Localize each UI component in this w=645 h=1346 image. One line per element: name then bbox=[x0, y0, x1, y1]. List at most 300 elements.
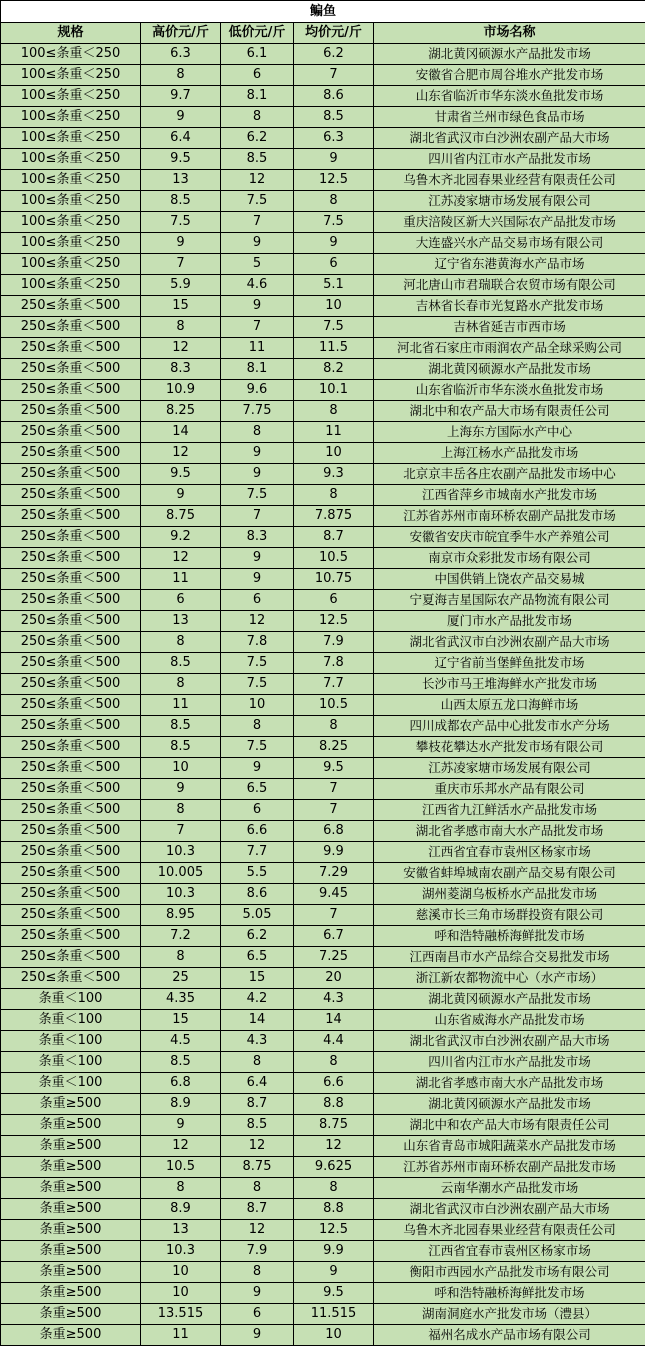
cell-market-name: 上海东方国际水产中心 bbox=[374, 422, 645, 443]
cell-spec: 条重≥500 bbox=[1, 1304, 141, 1325]
cell-high-price: 8.3 bbox=[141, 359, 221, 380]
table-row bbox=[1, 1052, 645, 1073]
cell-low-price: 6 bbox=[221, 590, 294, 611]
cell-market-name: 呼和浩特融桥海鲜批发市场 bbox=[374, 1283, 645, 1304]
cell-spec: 250≤条重＜500 bbox=[1, 506, 141, 527]
cell-market-name: 湖北省武汉市白沙洲农副产品大市场 bbox=[374, 1199, 645, 1220]
cell-spec: 100≤条重＜250 bbox=[1, 191, 141, 212]
cell-low-price: 5 bbox=[221, 254, 294, 275]
cell-avg-price: 12.5 bbox=[294, 611, 374, 632]
cell-avg-price: 8 bbox=[294, 401, 374, 422]
cell-high-price: 13 bbox=[141, 170, 221, 191]
table-row bbox=[1, 716, 645, 737]
cell-avg-price: 7.8 bbox=[294, 653, 374, 674]
cell-market-name: 四川省内江市水产品批发市场 bbox=[374, 1052, 645, 1073]
cell-market-name: 湖南洞庭水产批发市场（澧县） bbox=[374, 1304, 645, 1325]
cell-market-name: 辽宁省东港黄海水产品市场 bbox=[374, 254, 645, 275]
cell-market-name: 四川成都农产品中心批发市水产分场 bbox=[374, 716, 645, 737]
cell-market-name: 厦门市水产品批发市场 bbox=[374, 611, 645, 632]
cell-high-price: 10 bbox=[141, 1283, 221, 1304]
table-row bbox=[1, 254, 645, 275]
cell-low-price: 6 bbox=[221, 1304, 294, 1325]
cell-spec: 250≤条重＜500 bbox=[1, 632, 141, 653]
cell-high-price: 13 bbox=[141, 1220, 221, 1241]
cell-avg-price: 10 bbox=[294, 443, 374, 464]
cell-spec: 100≤条重＜250 bbox=[1, 86, 141, 107]
cell-spec: 条重＜100 bbox=[1, 1073, 141, 1094]
cell-avg-price: 6 bbox=[294, 590, 374, 611]
cell-high-price: 8 bbox=[141, 317, 221, 338]
table-row bbox=[1, 191, 645, 212]
table-row bbox=[1, 863, 645, 884]
cell-low-price: 15 bbox=[221, 968, 294, 989]
cell-high-price: 8.5 bbox=[141, 716, 221, 737]
cell-low-price: 9 bbox=[221, 296, 294, 317]
cell-low-price: 6.5 bbox=[221, 779, 294, 800]
table-row bbox=[1, 926, 645, 947]
cell-spec: 250≤条重＜500 bbox=[1, 527, 141, 548]
cell-high-price: 6.3 bbox=[141, 44, 221, 65]
cell-low-price: 8.1 bbox=[221, 359, 294, 380]
table-row bbox=[1, 800, 645, 821]
cell-high-price: 12 bbox=[141, 338, 221, 359]
table-row bbox=[1, 1010, 645, 1031]
cell-avg-price: 8.6 bbox=[294, 86, 374, 107]
cell-low-price: 8.5 bbox=[221, 149, 294, 170]
cell-high-price: 10.3 bbox=[141, 1241, 221, 1262]
cell-avg-price: 7 bbox=[294, 65, 374, 86]
cell-high-price: 9 bbox=[141, 107, 221, 128]
cell-avg-price: 8.25 bbox=[294, 737, 374, 758]
cell-low-price: 8.1 bbox=[221, 86, 294, 107]
table-row bbox=[1, 233, 645, 254]
cell-spec: 条重≥500 bbox=[1, 1178, 141, 1199]
cell-low-price: 8.6 bbox=[221, 884, 294, 905]
cell-high-price: 6 bbox=[141, 590, 221, 611]
cell-low-price: 14 bbox=[221, 1010, 294, 1031]
cell-spec: 250≤条重＜500 bbox=[1, 590, 141, 611]
cell-market-name: 江苏凌家塘市场发展有限公司 bbox=[374, 758, 645, 779]
cell-high-price: 12 bbox=[141, 1136, 221, 1157]
cell-high-price: 11 bbox=[141, 695, 221, 716]
cell-spec: 条重＜100 bbox=[1, 1052, 141, 1073]
table-row bbox=[1, 107, 645, 128]
cell-spec: 250≤条重＜500 bbox=[1, 380, 141, 401]
table-row bbox=[1, 275, 645, 296]
cell-avg-price: 10 bbox=[294, 296, 374, 317]
cell-avg-price: 7 bbox=[294, 779, 374, 800]
table-row bbox=[1, 338, 645, 359]
cell-avg-price: 6.6 bbox=[294, 1073, 374, 1094]
cell-avg-price: 7.5 bbox=[294, 317, 374, 338]
cell-spec: 100≤条重＜250 bbox=[1, 128, 141, 149]
cell-low-price: 9 bbox=[221, 443, 294, 464]
table-row bbox=[1, 1073, 645, 1094]
cell-high-price: 25 bbox=[141, 968, 221, 989]
cell-market-name: 重庆市乐邦水产品有限公司 bbox=[374, 779, 645, 800]
cell-market-name: 江苏凌家塘市场发展有限公司 bbox=[374, 191, 645, 212]
cell-spec: 条重≥500 bbox=[1, 1199, 141, 1220]
cell-low-price: 7 bbox=[221, 506, 294, 527]
cell-low-price: 8 bbox=[221, 422, 294, 443]
cell-market-name: 安徽省安庆市皖宜季牛水产养殖公司 bbox=[374, 527, 645, 548]
cell-low-price: 4.3 bbox=[221, 1031, 294, 1052]
table-row bbox=[1, 212, 645, 233]
cell-high-price: 8 bbox=[141, 1178, 221, 1199]
table-row bbox=[1, 1199, 645, 1220]
cell-spec: 250≤条重＜500 bbox=[1, 758, 141, 779]
table-row bbox=[1, 1178, 645, 1199]
table-row bbox=[1, 569, 645, 590]
table-row bbox=[1, 653, 645, 674]
cell-market-name: 山东省临沂市华东淡水鱼批发市场 bbox=[374, 380, 645, 401]
cell-low-price: 10 bbox=[221, 695, 294, 716]
cell-avg-price: 10.5 bbox=[294, 548, 374, 569]
cell-avg-price: 6.3 bbox=[294, 128, 374, 149]
cell-spec: 条重≥500 bbox=[1, 1262, 141, 1283]
cell-market-name: 福州名成水产品市场有限公司 bbox=[374, 1325, 645, 1346]
cell-market-name: 云南华潮水产品批发市场 bbox=[374, 1178, 645, 1199]
table-row bbox=[1, 422, 645, 443]
cell-spec: 条重≥500 bbox=[1, 1220, 141, 1241]
header-high-price: 高价元/斤 bbox=[141, 23, 221, 44]
cell-spec: 250≤条重＜500 bbox=[1, 485, 141, 506]
cell-high-price: 7.2 bbox=[141, 926, 221, 947]
cell-high-price: 10 bbox=[141, 758, 221, 779]
cell-high-price: 9.2 bbox=[141, 527, 221, 548]
cell-high-price: 6.8 bbox=[141, 1073, 221, 1094]
cell-avg-price: 8 bbox=[294, 191, 374, 212]
header-avg-price: 均价元/斤 bbox=[294, 23, 374, 44]
table-row bbox=[1, 674, 645, 695]
table-row bbox=[1, 359, 645, 380]
cell-spec: 条重≥500 bbox=[1, 1325, 141, 1346]
cell-low-price: 9 bbox=[221, 1325, 294, 1346]
table-row bbox=[1, 527, 645, 548]
cell-low-price: 8.3 bbox=[221, 527, 294, 548]
cell-high-price: 7.5 bbox=[141, 212, 221, 233]
cell-high-price: 8.25 bbox=[141, 401, 221, 422]
cell-high-price: 10 bbox=[141, 1262, 221, 1283]
cell-high-price: 9 bbox=[141, 485, 221, 506]
table-row bbox=[1, 506, 645, 527]
cell-avg-price: 4.4 bbox=[294, 1031, 374, 1052]
cell-high-price: 9 bbox=[141, 1115, 221, 1136]
table-row bbox=[1, 1115, 645, 1136]
cell-spec: 100≤条重＜250 bbox=[1, 149, 141, 170]
table-row bbox=[1, 989, 645, 1010]
table-row bbox=[1, 548, 645, 569]
cell-spec: 250≤条重＜500 bbox=[1, 842, 141, 863]
cell-market-name: 山西太原五龙口海鲜市场 bbox=[374, 695, 645, 716]
cell-avg-price: 11 bbox=[294, 422, 374, 443]
cell-high-price: 8.5 bbox=[141, 1052, 221, 1073]
cell-low-price: 9 bbox=[221, 569, 294, 590]
cell-high-price: 6.4 bbox=[141, 128, 221, 149]
cell-avg-price: 14 bbox=[294, 1010, 374, 1031]
cell-low-price: 7.5 bbox=[221, 737, 294, 758]
cell-low-price: 9.6 bbox=[221, 380, 294, 401]
cell-spec: 250≤条重＜500 bbox=[1, 401, 141, 422]
cell-spec: 100≤条重＜250 bbox=[1, 254, 141, 275]
cell-avg-price: 9.45 bbox=[294, 884, 374, 905]
cell-spec: 250≤条重＜500 bbox=[1, 800, 141, 821]
cell-spec: 250≤条重＜500 bbox=[1, 653, 141, 674]
cell-high-price: 8 bbox=[141, 947, 221, 968]
cell-spec: 250≤条重＜500 bbox=[1, 821, 141, 842]
cell-low-price: 8 bbox=[221, 107, 294, 128]
table-row bbox=[1, 128, 645, 149]
cell-avg-price: 10 bbox=[294, 1325, 374, 1346]
cell-spec: 100≤条重＜250 bbox=[1, 107, 141, 128]
cell-spec: 250≤条重＜500 bbox=[1, 611, 141, 632]
table-row bbox=[1, 1220, 645, 1241]
cell-low-price: 12 bbox=[221, 1136, 294, 1157]
cell-spec: 条重≥500 bbox=[1, 1136, 141, 1157]
cell-market-name: 湖北中和农产品大市场有限责任公司 bbox=[374, 1115, 645, 1136]
cell-low-price: 7.5 bbox=[221, 653, 294, 674]
cell-market-name: 山东省青岛市城阳蔬菜水产品批发市场 bbox=[374, 1136, 645, 1157]
cell-market-name: 江西南昌市水产品综合交易批发市场 bbox=[374, 947, 645, 968]
cell-avg-price: 6 bbox=[294, 254, 374, 275]
table-row bbox=[1, 590, 645, 611]
cell-low-price: 5.05 bbox=[221, 905, 294, 926]
header-row bbox=[1, 23, 645, 44]
cell-market-name: 吉林省长春市光复路水产批发市场 bbox=[374, 296, 645, 317]
cell-high-price: 8.75 bbox=[141, 506, 221, 527]
cell-market-name: 大连盛兴水产品交易市场有限公司 bbox=[374, 233, 645, 254]
cell-high-price: 4.35 bbox=[141, 989, 221, 1010]
cell-low-price: 7.7 bbox=[221, 842, 294, 863]
cell-avg-price: 8 bbox=[294, 1178, 374, 1199]
cell-high-price: 13 bbox=[141, 611, 221, 632]
header-spec: 规格 bbox=[1, 23, 141, 44]
cell-low-price: 7.5 bbox=[221, 191, 294, 212]
cell-high-price: 8.5 bbox=[141, 191, 221, 212]
cell-high-price: 10.3 bbox=[141, 842, 221, 863]
table-row bbox=[1, 1136, 645, 1157]
table-body bbox=[1, 44, 645, 1346]
cell-low-price: 12 bbox=[221, 1220, 294, 1241]
cell-spec: 100≤条重＜250 bbox=[1, 170, 141, 191]
cell-low-price: 6 bbox=[221, 800, 294, 821]
cell-low-price: 8.75 bbox=[221, 1157, 294, 1178]
cell-low-price: 6.4 bbox=[221, 1073, 294, 1094]
cell-low-price: 6.1 bbox=[221, 44, 294, 65]
cell-avg-price: 8.2 bbox=[294, 359, 374, 380]
cell-avg-price: 6.7 bbox=[294, 926, 374, 947]
cell-low-price: 8 bbox=[221, 716, 294, 737]
cell-high-price: 12 bbox=[141, 548, 221, 569]
cell-market-name: 浙江新农都物流中心（水产市场） bbox=[374, 968, 645, 989]
cell-spec: 250≤条重＜500 bbox=[1, 884, 141, 905]
table-row bbox=[1, 737, 645, 758]
cell-low-price: 8 bbox=[221, 1178, 294, 1199]
cell-high-price: 9.7 bbox=[141, 86, 221, 107]
cell-spec: 250≤条重＜500 bbox=[1, 926, 141, 947]
cell-spec: 条重≥500 bbox=[1, 1157, 141, 1178]
cell-avg-price: 9 bbox=[294, 1262, 374, 1283]
table-row bbox=[1, 464, 645, 485]
table-row bbox=[1, 170, 645, 191]
cell-high-price: 8.9 bbox=[141, 1199, 221, 1220]
cell-spec: 250≤条重＜500 bbox=[1, 863, 141, 884]
cell-spec: 250≤条重＜500 bbox=[1, 779, 141, 800]
cell-avg-price: 20 bbox=[294, 968, 374, 989]
cell-avg-price: 7.875 bbox=[294, 506, 374, 527]
cell-avg-price: 7.25 bbox=[294, 947, 374, 968]
cell-spec: 250≤条重＜500 bbox=[1, 317, 141, 338]
table-row bbox=[1, 632, 645, 653]
table-row bbox=[1, 1031, 645, 1052]
cell-high-price: 10.3 bbox=[141, 884, 221, 905]
cell-high-price: 8 bbox=[141, 674, 221, 695]
cell-low-price: 7.8 bbox=[221, 632, 294, 653]
table-row bbox=[1, 296, 645, 317]
cell-high-price: 10.9 bbox=[141, 380, 221, 401]
cell-avg-price: 8 bbox=[294, 1052, 374, 1073]
header-low-price: 低价元/斤 bbox=[221, 23, 294, 44]
cell-spec: 250≤条重＜500 bbox=[1, 947, 141, 968]
cell-low-price: 6.2 bbox=[221, 128, 294, 149]
cell-market-name: 衡阳市西园水产品批发市场有限公司 bbox=[374, 1262, 645, 1283]
cell-avg-price: 9.9 bbox=[294, 1241, 374, 1262]
cell-avg-price: 9.5 bbox=[294, 1283, 374, 1304]
cell-market-name: 山东省威海水产品批发市场 bbox=[374, 1010, 645, 1031]
cell-high-price: 12 bbox=[141, 443, 221, 464]
cell-spec: 条重＜100 bbox=[1, 1010, 141, 1031]
table-row bbox=[1, 65, 645, 86]
cell-high-price: 8 bbox=[141, 632, 221, 653]
header-market-name: 市场名称 bbox=[374, 23, 645, 44]
cell-market-name: 山东省临沂市华东淡水鱼批发市场 bbox=[374, 86, 645, 107]
cell-market-name: 中国供销上饶农产品交易城 bbox=[374, 569, 645, 590]
cell-avg-price: 6.8 bbox=[294, 821, 374, 842]
cell-low-price: 9 bbox=[221, 548, 294, 569]
cell-low-price: 9 bbox=[221, 758, 294, 779]
cell-market-name: 江苏省苏州市南环桥农副产品批发市场 bbox=[374, 1157, 645, 1178]
cell-low-price: 8 bbox=[221, 1262, 294, 1283]
cell-high-price: 8.9 bbox=[141, 1094, 221, 1115]
cell-avg-price: 9.9 bbox=[294, 842, 374, 863]
cell-market-name: 江西省萍乡市城南水产批发市场 bbox=[374, 485, 645, 506]
table-row bbox=[1, 380, 645, 401]
cell-market-name: 呼和浩特融桥海鲜批发市场 bbox=[374, 926, 645, 947]
cell-avg-price: 8.5 bbox=[294, 107, 374, 128]
cell-market-name: 湖北省武汉市白沙洲农副产品大市场 bbox=[374, 1031, 645, 1052]
cell-avg-price: 7.29 bbox=[294, 863, 374, 884]
cell-market-name: 湖州菱湖乌板桥水产品批发市场 bbox=[374, 884, 645, 905]
cell-market-name: 吉林省延吉市西市场 bbox=[374, 317, 645, 338]
cell-market-name: 南京市众彩批发市场有限公司 bbox=[374, 548, 645, 569]
cell-avg-price: 8.75 bbox=[294, 1115, 374, 1136]
cell-high-price: 4.5 bbox=[141, 1031, 221, 1052]
cell-low-price: 6 bbox=[221, 65, 294, 86]
cell-market-name: 上海江杨水产品批发市场 bbox=[374, 443, 645, 464]
cell-market-name: 安徽省蚌埠城南农副产品交易有限公司 bbox=[374, 863, 645, 884]
cell-high-price: 15 bbox=[141, 1010, 221, 1031]
cell-spec: 100≤条重＜250 bbox=[1, 212, 141, 233]
cell-market-name: 湖北省武汉市白沙洲农副产品大市场 bbox=[374, 632, 645, 653]
cell-spec: 250≤条重＜500 bbox=[1, 716, 141, 737]
table-row bbox=[1, 1325, 645, 1346]
cell-high-price: 10.5 bbox=[141, 1157, 221, 1178]
cell-market-name: 湖北省武汉市白沙洲农副产品大市场 bbox=[374, 128, 645, 149]
cell-avg-price: 7 bbox=[294, 800, 374, 821]
cell-avg-price: 8.8 bbox=[294, 1094, 374, 1115]
cell-high-price: 13.515 bbox=[141, 1304, 221, 1325]
cell-low-price: 9 bbox=[221, 464, 294, 485]
cell-avg-price: 8.7 bbox=[294, 527, 374, 548]
cell-market-name: 江西省九江鲜活水产品批发市场 bbox=[374, 800, 645, 821]
cell-high-price: 8 bbox=[141, 800, 221, 821]
table-row bbox=[1, 1094, 645, 1115]
cell-spec: 250≤条重＜500 bbox=[1, 695, 141, 716]
cell-spec: 250≤条重＜500 bbox=[1, 464, 141, 485]
cell-high-price: 11 bbox=[141, 569, 221, 590]
cell-spec: 100≤条重＜250 bbox=[1, 65, 141, 86]
cell-spec: 250≤条重＜500 bbox=[1, 737, 141, 758]
cell-low-price: 9 bbox=[221, 233, 294, 254]
table-row bbox=[1, 149, 645, 170]
cell-avg-price: 7.7 bbox=[294, 674, 374, 695]
title-row bbox=[1, 1, 645, 23]
cell-low-price: 7 bbox=[221, 317, 294, 338]
cell-avg-price: 11.5 bbox=[294, 338, 374, 359]
cell-avg-price: 12 bbox=[294, 1136, 374, 1157]
cell-avg-price: 7 bbox=[294, 905, 374, 926]
cell-avg-price: 8 bbox=[294, 485, 374, 506]
table-row bbox=[1, 1262, 645, 1283]
cell-market-name: 重庆涪陵区新大兴国际农产品批发市场 bbox=[374, 212, 645, 233]
cell-avg-price: 9 bbox=[294, 149, 374, 170]
cell-low-price: 7 bbox=[221, 212, 294, 233]
table-row bbox=[1, 758, 645, 779]
cell-high-price: 8 bbox=[141, 65, 221, 86]
table-row bbox=[1, 611, 645, 632]
cell-spec: 250≤条重＜500 bbox=[1, 674, 141, 695]
cell-high-price: 8.5 bbox=[141, 737, 221, 758]
cell-market-name: 湖北省孝感市南大水产品批发市场 bbox=[374, 821, 645, 842]
cell-high-price: 9 bbox=[141, 233, 221, 254]
cell-low-price: 6.6 bbox=[221, 821, 294, 842]
cell-market-name: 湖北中和农产品大市场有限责任公司 bbox=[374, 401, 645, 422]
cell-market-name: 宁夏海吉星国际农产品物流有限公司 bbox=[374, 590, 645, 611]
cell-market-name: 河北省石家庄市雨润农产品全球采购公司 bbox=[374, 338, 645, 359]
cell-avg-price: 4.3 bbox=[294, 989, 374, 1010]
cell-avg-price: 8.8 bbox=[294, 1199, 374, 1220]
table-row bbox=[1, 443, 645, 464]
cell-spec: 250≤条重＜500 bbox=[1, 548, 141, 569]
table-row bbox=[1, 968, 645, 989]
cell-spec: 条重≥500 bbox=[1, 1241, 141, 1262]
cell-avg-price: 12.5 bbox=[294, 170, 374, 191]
cell-spec: 250≤条重＜500 bbox=[1, 968, 141, 989]
cell-avg-price: 6.2 bbox=[294, 44, 374, 65]
table-row bbox=[1, 884, 645, 905]
table-row bbox=[1, 1304, 645, 1325]
table-row bbox=[1, 821, 645, 842]
cell-high-price: 7 bbox=[141, 821, 221, 842]
cell-spec: 条重≥500 bbox=[1, 1283, 141, 1304]
cell-high-price: 9 bbox=[141, 779, 221, 800]
cell-market-name: 北京京丰岳各庄农副产品批发市场中心 bbox=[374, 464, 645, 485]
cell-low-price: 7.5 bbox=[221, 674, 294, 695]
table-row bbox=[1, 485, 645, 506]
table-row bbox=[1, 86, 645, 107]
cell-low-price: 6.2 bbox=[221, 926, 294, 947]
cell-market-name: 辽宁省前当堡鲜鱼批发市场 bbox=[374, 653, 645, 674]
